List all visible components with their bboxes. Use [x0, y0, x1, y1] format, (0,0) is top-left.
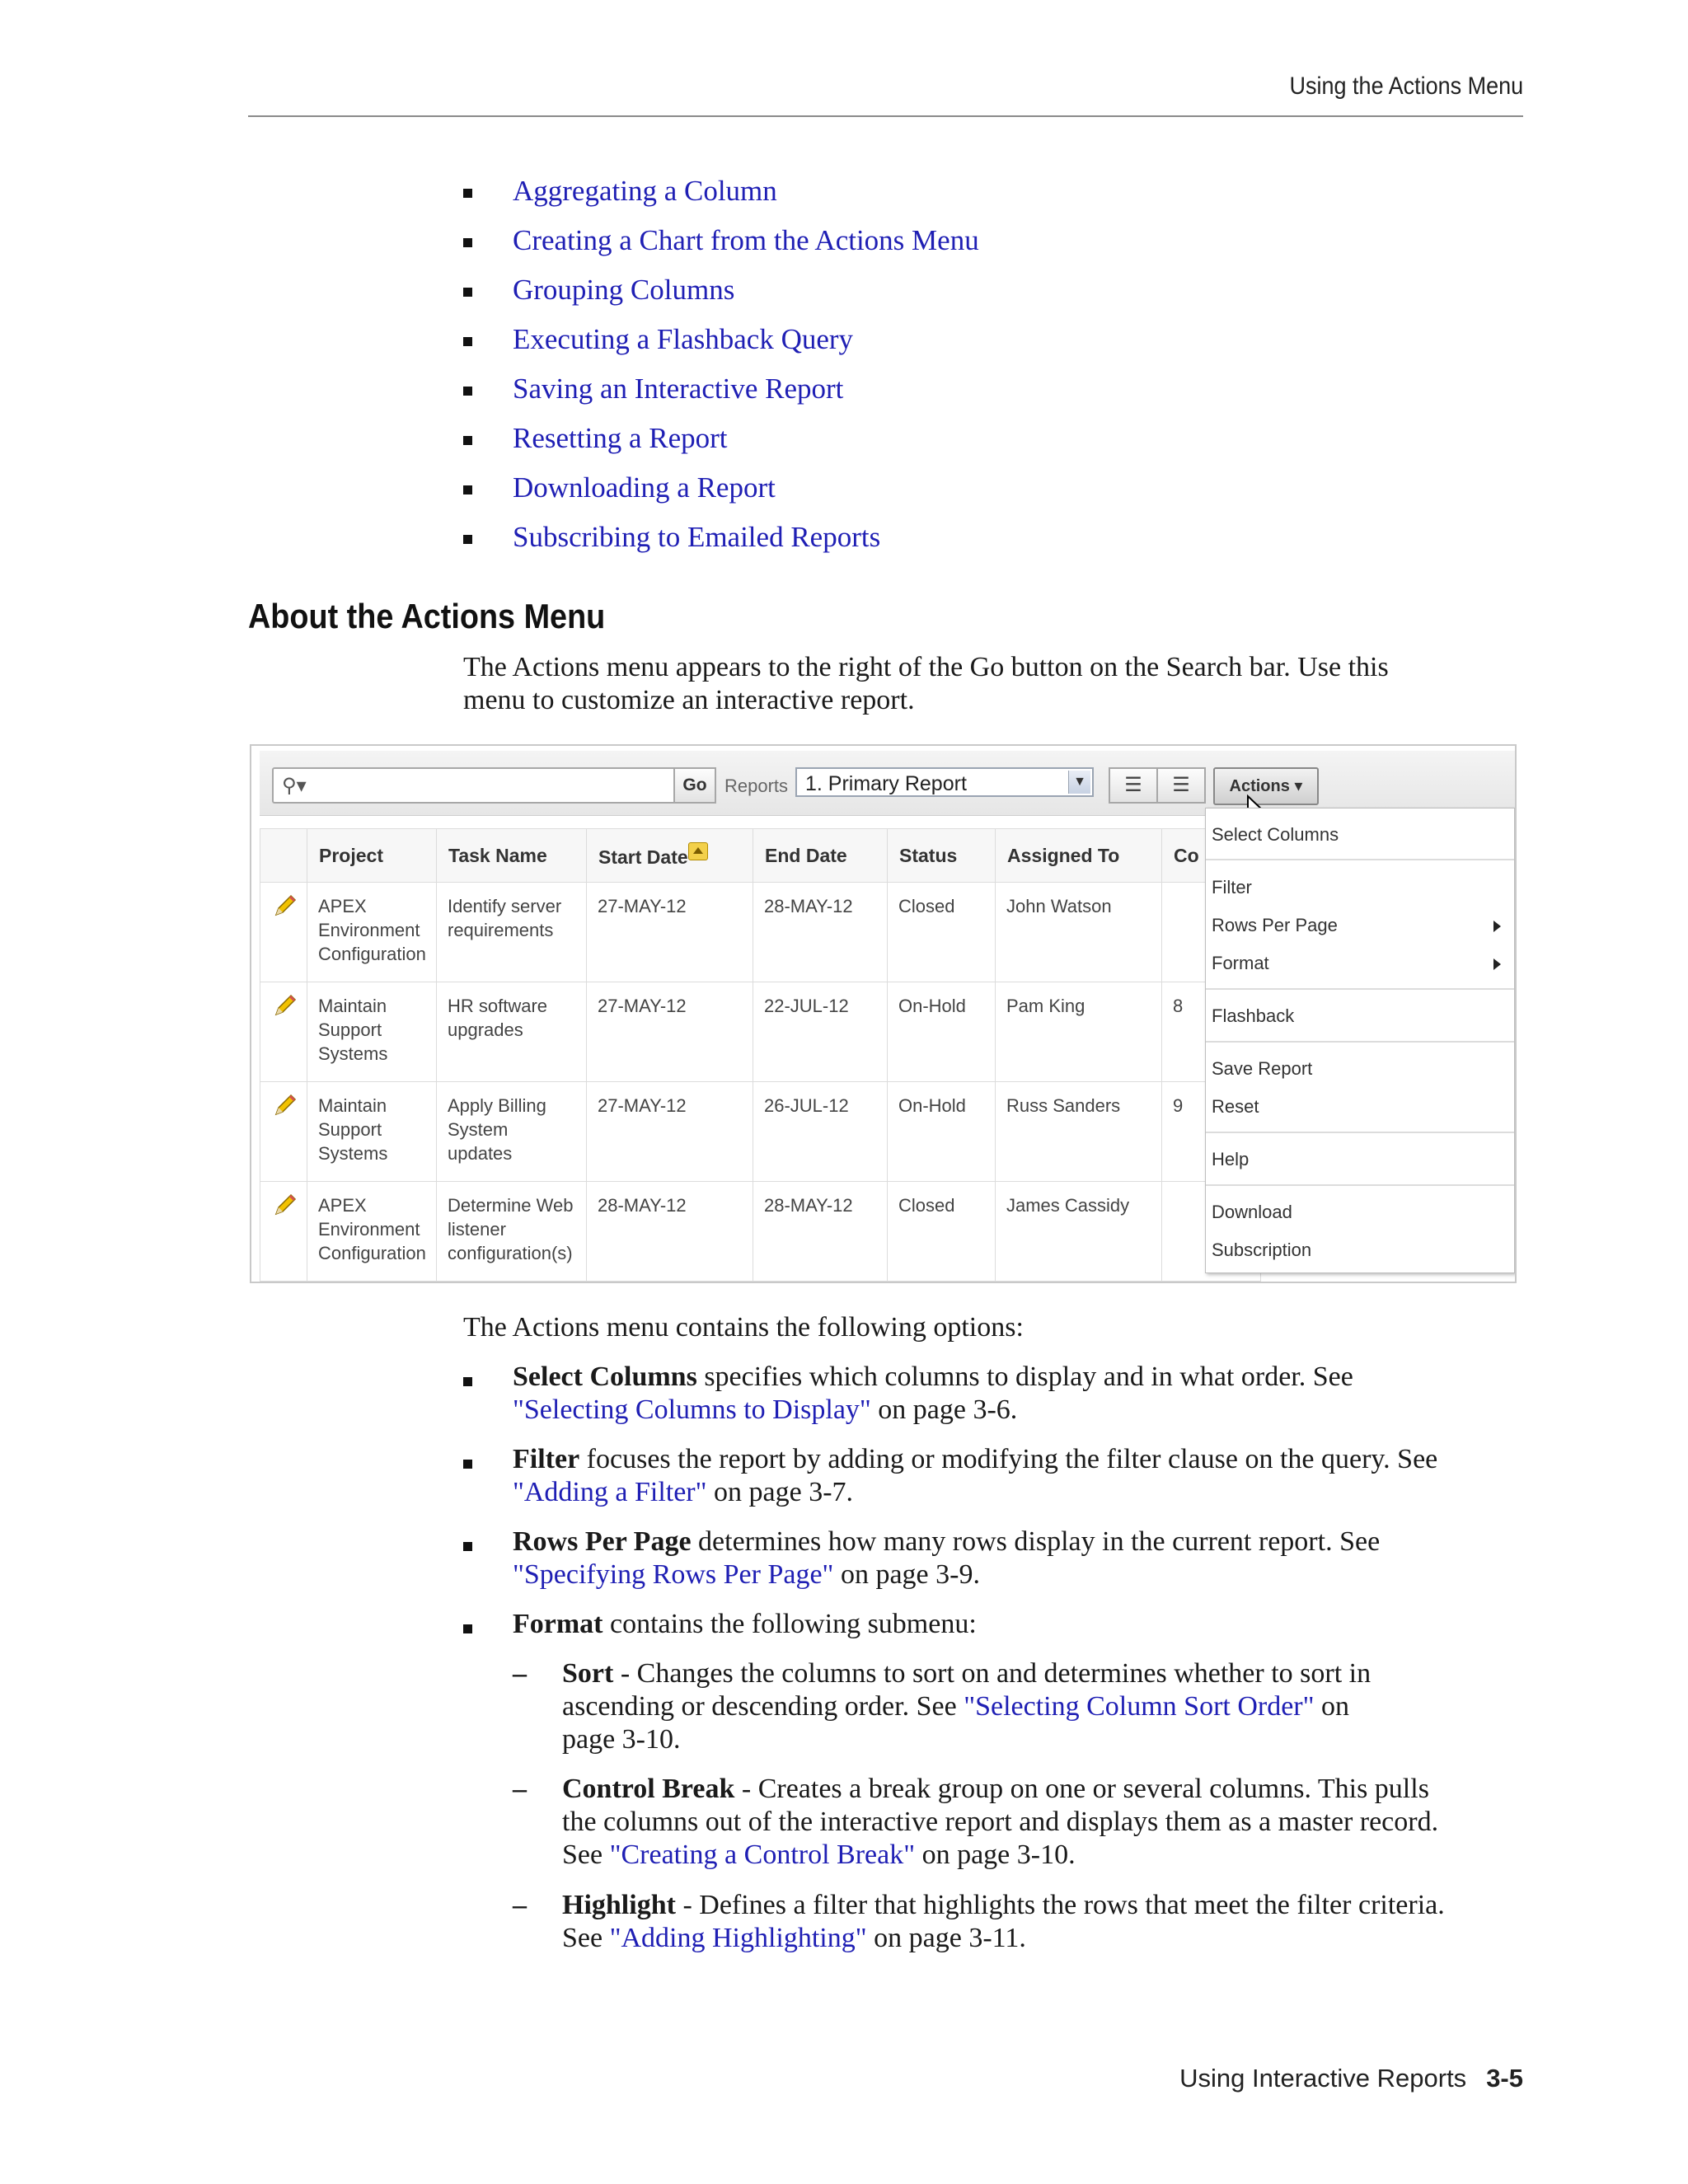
description: focuses the report by adding or modifying the filter clause on the query. See: [579, 1444, 1438, 1474]
page-ref: on page 3-10.: [915, 1840, 1076, 1870]
end-date-cell: 26-JUL-12: [753, 1082, 888, 1182]
report-table: [260, 828, 1261, 1282]
link-sort-order[interactable]: "Selecting Column Sort Order": [964, 1691, 1315, 1722]
bullet-icon: [463, 535, 472, 544]
term: Rows Per Page: [513, 1526, 692, 1557]
header-rule: [248, 115, 1523, 117]
start-date-cell: 27-MAY-12: [587, 883, 753, 982]
cost-cell: 9: [1162, 1082, 1261, 1182]
task-cell: Identify server requirements: [437, 883, 587, 982]
intro-paragraph: [463, 651, 1535, 717]
link-control-break[interactable]: "Creating a Control Break": [609, 1840, 916, 1870]
list-item: [463, 518, 979, 567]
description: contains the following submenu:: [603, 1609, 977, 1639]
pencil-edit-icon[interactable]: [272, 1192, 298, 1218]
column-header[interactable]: Co: [1162, 829, 1261, 883]
column-header-label: Start Date: [598, 846, 688, 868]
status-cell: Closed: [888, 883, 996, 982]
link-highlighting[interactable]: "Adding Highlighting": [609, 1923, 867, 1953]
bullet-icon: [463, 387, 472, 396]
bullet-icon: [463, 1542, 472, 1551]
submenu-arrow-icon: [1493, 921, 1501, 932]
list-item: [463, 369, 979, 419]
magnifier-dropdown-icon[interactable]: ⚲▾: [282, 775, 307, 797]
page-ref: on page 3-11.: [866, 1923, 1026, 1953]
link-adding-filter[interactable]: "Adding a Filter": [513, 1477, 707, 1507]
edit-cell[interactable]: [260, 1082, 307, 1182]
pencil-edit-icon[interactable]: [272, 992, 298, 1019]
menu-item-reset[interactable]: Reset: [1212, 1096, 1259, 1117]
menu-item-select-columns[interactable]: Select Columns: [1212, 824, 1339, 845]
menu-item-save-report[interactable]: Save Report: [1212, 1058, 1313, 1079]
end-date-cell: 22-JUL-12: [753, 982, 888, 1082]
column-header-start-date[interactable]: [587, 829, 753, 883]
start-date-cell: 27-MAY-12: [587, 982, 753, 1082]
intro-line: menu to customize an interactive report.: [463, 685, 915, 715]
edit-cell[interactable]: [260, 982, 307, 1082]
list-item: [463, 1526, 1535, 1591]
bullet-icon: [463, 189, 472, 198]
term: Highlight: [562, 1890, 676, 1920]
running-footer: [1179, 2064, 1523, 2093]
assigned-cell: James Cassidy: [996, 1182, 1162, 1282]
list-item: [463, 221, 979, 270]
reports-label: Reports: [724, 776, 789, 796]
link-flashback-query[interactable]: Executing a Flashback Query: [513, 323, 854, 355]
menu-item-format[interactable]: [1212, 948, 1504, 979]
pencil-edit-icon[interactable]: [272, 1092, 298, 1118]
detail-view-icon[interactable]: ☰: [1156, 767, 1206, 804]
start-date-cell: 27-MAY-12: [587, 1082, 753, 1182]
term: Sort: [562, 1658, 614, 1689]
actions-dropdown-menu: [1205, 808, 1515, 1273]
page-ref: page 3-10.: [562, 1724, 681, 1755]
dash-marker: –: [513, 1890, 527, 1920]
link-resetting-report[interactable]: Resetting a Report: [513, 422, 728, 454]
column-header[interactable]: End Date: [753, 829, 888, 883]
bullet-icon: [463, 288, 472, 297]
related-topics-list: [463, 171, 979, 567]
end-date-cell: 28-MAY-12: [753, 883, 888, 982]
page-ref: on page 3-6.: [870, 1394, 1018, 1425]
link-selecting-columns[interactable]: "Selecting Columns to Display": [513, 1394, 871, 1425]
menu-item-label: Rows Per Page: [1212, 915, 1338, 935]
link-grouping-columns[interactable]: Grouping Columns: [513, 274, 735, 306]
description: specifies which columns to display and in what order. See: [696, 1361, 1353, 1392]
section-heading: About the Actions Menu: [248, 597, 606, 635]
link-creating-a-chart[interactable]: Creating a Chart from the Actions Menu: [513, 224, 979, 256]
link-rows-per-page[interactable]: "Specifying Rows Per Page": [513, 1559, 834, 1590]
status-cell: Closed: [888, 1182, 996, 1282]
list-item: [513, 1657, 1535, 1756]
list-item: [463, 468, 979, 518]
dash-marker: –: [513, 1774, 527, 1804]
actions-button[interactable]: Actions ▾: [1213, 767, 1319, 805]
term: Filter: [513, 1444, 580, 1474]
pencil-edit-icon[interactable]: [272, 893, 298, 919]
menu-item-subscription[interactable]: Subscription: [1212, 1240, 1312, 1260]
page-ref: on page 3-9.: [833, 1559, 980, 1590]
search-input[interactable]: [272, 767, 676, 804]
task-cell: HR software upgrades: [437, 982, 587, 1082]
search-bar: [260, 751, 1515, 816]
list-view-icon[interactable]: ☰: [1109, 767, 1158, 804]
description: ascending or descending order. See: [562, 1691, 964, 1722]
assigned-cell: Pam King: [996, 982, 1162, 1082]
assigned-cell: Russ Sanders: [996, 1082, 1162, 1182]
term: Format: [513, 1609, 603, 1639]
description: - Creates a break group on one or several columns. This pulls: [734, 1774, 1429, 1804]
list-item: [463, 1608, 1535, 1641]
project-cell: APEX Environment Configuration: [307, 1182, 437, 1282]
menu-item-download[interactable]: Download: [1212, 1202, 1292, 1222]
list-item: [463, 419, 979, 468]
list-item: [463, 1361, 1535, 1427]
column-header[interactable]: Project: [307, 829, 437, 883]
sort-ascending-icon[interactable]: [688, 842, 708, 860]
menu-item-help[interactable]: Help: [1212, 1149, 1250, 1169]
task-cell: Determine Web listener configuration(s): [437, 1182, 587, 1282]
page-number: 3-5: [1486, 2064, 1523, 2093]
menu-item-rows-per-page[interactable]: [1212, 910, 1504, 941]
term: Control Break: [562, 1774, 735, 1804]
actions-label: Actions: [1229, 777, 1290, 795]
term: Select Columns: [513, 1361, 697, 1392]
menu-separator: [1206, 988, 1514, 990]
bullet-icon: [463, 337, 472, 346]
menu-separator: [1206, 859, 1514, 860]
list-item: [463, 171, 979, 221]
bullet-icon: [463, 1624, 472, 1633]
description: See: [562, 1923, 610, 1953]
edit-cell[interactable]: [260, 883, 307, 982]
table-row: [260, 883, 1261, 982]
project-cell: Maintain Support Systems: [307, 1082, 437, 1182]
column-header[interactable]: Assigned To: [996, 829, 1162, 883]
list-item: [463, 1443, 1535, 1509]
page-ref: on: [1314, 1691, 1350, 1722]
list-item: [463, 270, 979, 320]
chevron-down-icon[interactable]: ▼: [1068, 771, 1090, 794]
assigned-cell: John Watson: [996, 883, 1162, 982]
link-aggregating-a-column[interactable]: Aggregating a Column: [513, 175, 777, 207]
bullet-icon: [463, 485, 472, 494]
table-row: [260, 1182, 1261, 1282]
start-date-cell: 28-MAY-12: [587, 1182, 753, 1282]
menu-item-filter[interactable]: Filter: [1212, 877, 1252, 898]
description: - Defines a filter that highlights the rows that meet the filter criteria.: [675, 1890, 1445, 1920]
menu-separator: [1206, 1132, 1514, 1133]
report-select-value: 1. Primary Report: [805, 772, 967, 795]
project-cell: Maintain Support Systems: [307, 982, 437, 1082]
report-select[interactable]: [795, 767, 1094, 797]
footer-chapter: Using Interactive Reports: [1179, 2064, 1467, 2093]
page-ref: on page 3-7.: [706, 1477, 854, 1507]
bullet-icon: [463, 1377, 472, 1386]
cost-cell: 8: [1162, 982, 1261, 1082]
options-lead: The Actions menu contains the following options:: [463, 1312, 1024, 1343]
description: See: [562, 1840, 610, 1870]
running-header: Using the Actions Menu: [1289, 73, 1523, 100]
menu-item-flashback[interactable]: Flashback: [1212, 1005, 1295, 1026]
link-saving-report[interactable]: Saving an Interactive Report: [513, 373, 844, 405]
list-item: [463, 320, 979, 369]
submenu-arrow-icon: [1493, 958, 1501, 970]
description: the columns out of the interactive report and displays them as a master record.: [562, 1807, 1439, 1837]
intro-line: The Actions menu appears to the right of the Go button on the Search bar. Use this: [463, 652, 1389, 682]
bullet-icon: [463, 238, 472, 247]
column-header[interactable]: Task Name: [437, 829, 587, 883]
report-screenshot: [250, 744, 1517, 1283]
menu-separator: [1206, 1184, 1514, 1186]
edit-column-header: [260, 829, 307, 883]
column-header[interactable]: Status: [888, 829, 996, 883]
edit-cell[interactable]: [260, 1182, 307, 1282]
task-cell: Apply Billing System updates: [437, 1082, 587, 1182]
dash-marker: –: [513, 1658, 527, 1689]
description: determines how many rows display in the current report. See: [691, 1526, 1381, 1557]
bullet-icon: [463, 1460, 472, 1469]
project-cell: APEX Environment Configuration: [307, 883, 437, 982]
description: - Changes the columns to sort on and determines whether to sort in: [613, 1658, 1372, 1689]
list-item: [513, 1773, 1535, 1872]
status-cell: On-Hold: [888, 982, 996, 1082]
link-downloading-report[interactable]: Downloading a Report: [513, 471, 776, 504]
link-subscribing-reports[interactable]: Subscribing to Emailed Reports: [513, 521, 881, 553]
table-row: [260, 1082, 1261, 1182]
table-row: [260, 982, 1261, 1082]
end-date-cell: 28-MAY-12: [753, 1182, 888, 1282]
menu-item-label: Format: [1212, 953, 1269, 973]
status-cell: On-Hold: [888, 1082, 996, 1182]
list-item: [513, 1889, 1535, 1955]
menu-separator: [1206, 1041, 1514, 1043]
go-button[interactable]: Go: [673, 767, 716, 804]
table-header-row: [260, 829, 1261, 883]
bullet-icon: [463, 436, 472, 445]
